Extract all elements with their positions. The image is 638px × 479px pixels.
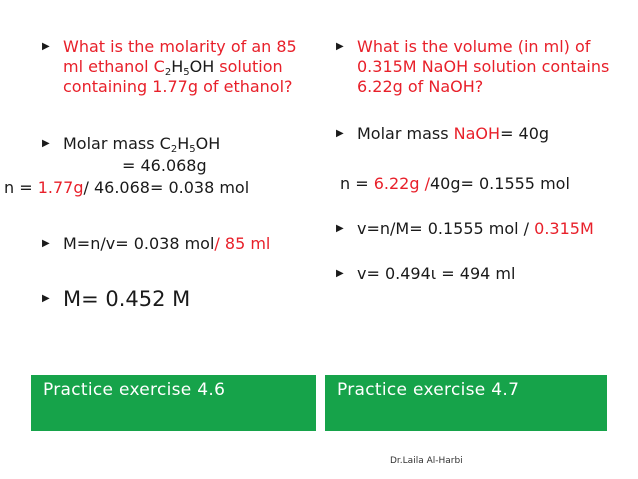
left-molar-mass-value: = 46.068g [122,156,207,175]
bullet-icon: ▶ [336,128,344,139]
bullet-icon: ▶ [336,268,344,279]
right-molar-mass: Molar mass NaOH= 40g [357,124,550,143]
bullet-icon: ▶ [42,238,50,249]
right-question-line-1: What is the volume (in ml) of [357,37,591,56]
right-volume-formula: v=n/M= 0.1555 mol / 0.315M [357,219,594,238]
bullet-icon: ▶ [42,138,50,149]
right-volume-result: v= 0.494ι = 494 ml [357,264,516,283]
left-question-line-2: ml ethanol C2H5OH solution [63,57,283,78]
left-result: M= 0.452 M [63,287,191,311]
right-question-line-2: 0.315M NaOH solution contains [357,57,610,76]
left-moles-line: n = 1.77g/ 46.068= 0.038 mol [4,178,250,197]
left-question-line-3: containing 1.77g of ethanol? [63,77,293,96]
right-moles-line: n = 6.22g /40g= 0.1555 mol [340,174,570,193]
bullet-icon: ▶ [336,41,344,52]
practice-exercise-4-6-bar: Practice exercise 4.6 [31,375,316,431]
right-question-line-3: 6.22g of NaOH? [357,77,484,96]
left-question-line-1: What is the molarity of an 85 [63,37,297,56]
bullet-icon: ▶ [42,293,50,304]
footer-author: Dr.Laila Al-Harbi [390,456,463,466]
left-molar-mass: Molar mass C2H5OH [63,134,221,155]
practice-exercise-4-7-bar: Practice exercise 4.7 [325,375,607,431]
bullet-icon: ▶ [42,41,50,52]
left-molarity-formula: M=n/v= 0.038 mol/ 85 ml [63,234,271,253]
bullet-icon: ▶ [336,223,344,234]
